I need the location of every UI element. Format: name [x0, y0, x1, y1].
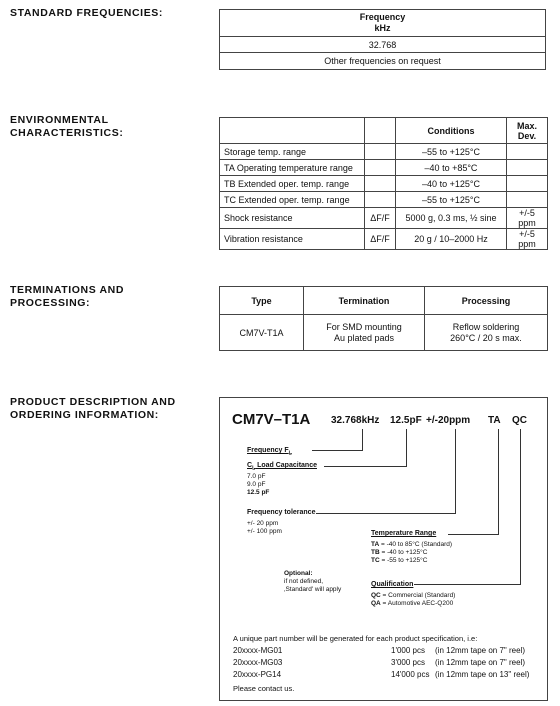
part-number: 20xxxx-PG14	[233, 670, 282, 679]
frequency-table	[219, 9, 546, 70]
section-title-terminations	[10, 284, 124, 310]
term-header-type: Type	[220, 287, 304, 315]
term-termination-line: For SMD mounting	[326, 321, 402, 332]
frequency-other: Other frequencies on request	[220, 53, 546, 70]
table-row	[220, 192, 548, 208]
part-capacitance: 12.5pF	[390, 415, 422, 426]
part-frequency: 32.768kHz	[331, 415, 380, 426]
env-sym	[365, 160, 396, 176]
optional-title: Optional:	[284, 570, 313, 577]
option-item: 12.5 pF	[247, 489, 270, 496]
connector-line	[498, 429, 499, 535]
option-item	[371, 600, 455, 608]
part-tolerance: +/-20ppm	[426, 415, 471, 426]
part-pack: (in 12mm tape on 7" reel)	[435, 646, 525, 655]
connector-line	[362, 429, 363, 451]
qualification-options	[371, 592, 455, 608]
option-item: +/- 20 ppm	[247, 520, 279, 527]
option-text: = -55 to +125°C	[379, 557, 428, 564]
frequency-unit: kHz	[374, 23, 391, 33]
env-cond: –40 to +85°C	[396, 160, 507, 176]
option-item: 7.0 pF	[247, 473, 266, 480]
connector-line	[324, 466, 407, 467]
section-title-line: CHARACTERISTICS:	[10, 127, 124, 139]
section-title-line: PRODUCT DESCRIPTION AND	[10, 396, 176, 408]
environmental-table	[219, 117, 548, 250]
env-dev	[507, 160, 548, 176]
capacitance-label	[247, 462, 317, 471]
term-header-termination: Termination	[304, 287, 425, 315]
env-param: TC Extended oper. temp. range	[220, 192, 365, 208]
table-row	[220, 229, 548, 250]
env-param: TA Operating temperature range	[220, 160, 365, 176]
env-cond: –55 to +125°C	[396, 192, 507, 208]
part-qual-code: QC	[512, 415, 527, 426]
frequency-label	[247, 447, 292, 456]
frequency-label-text: Frequency F	[247, 447, 289, 454]
product-ordering-box	[219, 397, 548, 701]
section-title-environmental	[10, 114, 123, 140]
option-item	[371, 541, 452, 549]
qualification-label: Qualification	[371, 581, 414, 588]
part-pack: (in 12mm tape on 7" reel)	[435, 658, 525, 667]
table-row	[220, 208, 548, 229]
section-title-line: ENVIRONMENTAL	[10, 114, 109, 126]
section-title-line: ORDERING INFORMATION:	[10, 409, 159, 421]
option-text: = Automotive AEC-Q200	[380, 600, 454, 607]
env-sym: ΔF/F	[365, 229, 396, 250]
connector-line	[316, 513, 456, 514]
env-cond: 20 g / 10–2000 Hz	[396, 229, 507, 250]
option-code: TB	[371, 549, 380, 556]
optional-note	[284, 570, 341, 594]
part-number: 20xxxx-MG03	[233, 658, 283, 667]
env-header-max-dev: Max. Dev.	[507, 118, 548, 144]
env-param: TB Extended oper. temp. range	[220, 176, 365, 192]
option-item: +/- 100 ppm	[247, 528, 282, 535]
term-type: CM7V-T1A	[220, 315, 304, 351]
temperature-options	[371, 541, 452, 565]
option-item	[371, 549, 452, 557]
part-number: 20xxxx-MG01	[233, 646, 283, 655]
term-termination	[304, 315, 425, 351]
term-header-processing: Processing	[425, 287, 548, 315]
list-item	[233, 669, 533, 681]
part-qty: 14'000 pcs	[391, 670, 430, 679]
section-title-line: TERMINATIONS AND	[10, 284, 125, 296]
part-temp-code: TA	[488, 415, 501, 426]
connector-line	[448, 534, 499, 535]
connector-line	[455, 429, 456, 514]
connector-line	[406, 429, 407, 467]
section-title-product	[10, 396, 176, 422]
term-processing	[425, 315, 548, 351]
option-code: QA	[371, 600, 381, 607]
optional-line: ‚Standard' will apply	[284, 586, 342, 593]
env-header-param	[220, 118, 365, 144]
term-processing-line: Reflow soldering	[452, 321, 520, 332]
frequency-header: Frequency	[359, 12, 406, 22]
env-cond: –40 to +125°C	[396, 176, 507, 192]
option-item: 9.0 pF	[247, 481, 266, 488]
env-sym: ΔF/F	[365, 208, 396, 229]
env-param: Vibration resistance	[220, 229, 365, 250]
connector-line	[520, 429, 521, 585]
unique-note: A unique part number will be generated for each product specification, i.e:	[233, 634, 478, 643]
env-cond: 5000 g, 0.3 ms, ½ sine	[396, 208, 507, 229]
env-header-conditions: Conditions	[396, 118, 507, 144]
contact-note: Please contact us.	[233, 684, 295, 693]
part-list	[233, 645, 533, 681]
option-item	[371, 557, 452, 565]
env-cond: –55 to +125°C	[396, 144, 507, 160]
env-param: Storage temp. range	[220, 144, 365, 160]
term-processing-line: 260°C / 20 s max.	[450, 332, 522, 343]
capacitance-label-sub: L	[252, 465, 256, 472]
part-pack: (in 12mm tape on 13" reel)	[435, 670, 530, 679]
option-text: = -40 to +125°C	[379, 549, 428, 556]
option-code: QC	[371, 592, 381, 599]
capacitance-label-post: Load Capacitance	[255, 462, 317, 469]
section-title-line: PROCESSING:	[10, 297, 91, 309]
section-title-standard-frequencies: STANDARD FREQUENCIES:	[10, 7, 163, 19]
option-text: = Commercial (Standard)	[380, 592, 456, 599]
env-sym	[365, 192, 396, 208]
env-dev	[507, 144, 548, 160]
option-item	[371, 592, 455, 600]
optional-line: if not defined,	[284, 578, 324, 585]
table-row	[220, 315, 548, 351]
terminations-table	[219, 286, 548, 351]
env-dev: +/-5 ppm	[507, 208, 548, 229]
capacitance-options	[247, 473, 269, 497]
list-item	[233, 657, 533, 669]
frequency-label-sub: L	[288, 450, 292, 457]
table-row	[220, 144, 548, 160]
part-qty: 3'000 pcs	[391, 658, 425, 667]
list-item	[233, 645, 533, 657]
env-dev	[507, 176, 548, 192]
tolerance-options	[247, 520, 282, 536]
part-qty: 1'000 pcs	[391, 646, 425, 655]
table-row	[220, 176, 548, 192]
env-param: Shock resistance	[220, 208, 365, 229]
env-header-sym	[365, 118, 396, 144]
env-sym	[365, 144, 396, 160]
table-row	[220, 160, 548, 176]
env-sym	[365, 176, 396, 192]
temperature-label: Temperature Range	[371, 530, 437, 537]
frequency-value: 32.768	[220, 37, 546, 53]
part-model: CM7V–T1A	[232, 411, 311, 428]
connector-line	[414, 584, 521, 585]
tolerance-label: Frequency tolerance	[247, 509, 316, 516]
option-code: TC	[371, 557, 380, 564]
capacitance-label-pre: C	[247, 462, 253, 469]
env-dev: +/-5 ppm	[507, 229, 548, 250]
option-code: TA	[371, 541, 380, 548]
option-text: = -40 to 85°C (Standard)	[379, 541, 453, 548]
term-termination-line: Au plated pads	[333, 332, 395, 343]
frequency-header-cell	[220, 10, 546, 37]
connector-line	[312, 450, 363, 451]
env-dev	[507, 192, 548, 208]
